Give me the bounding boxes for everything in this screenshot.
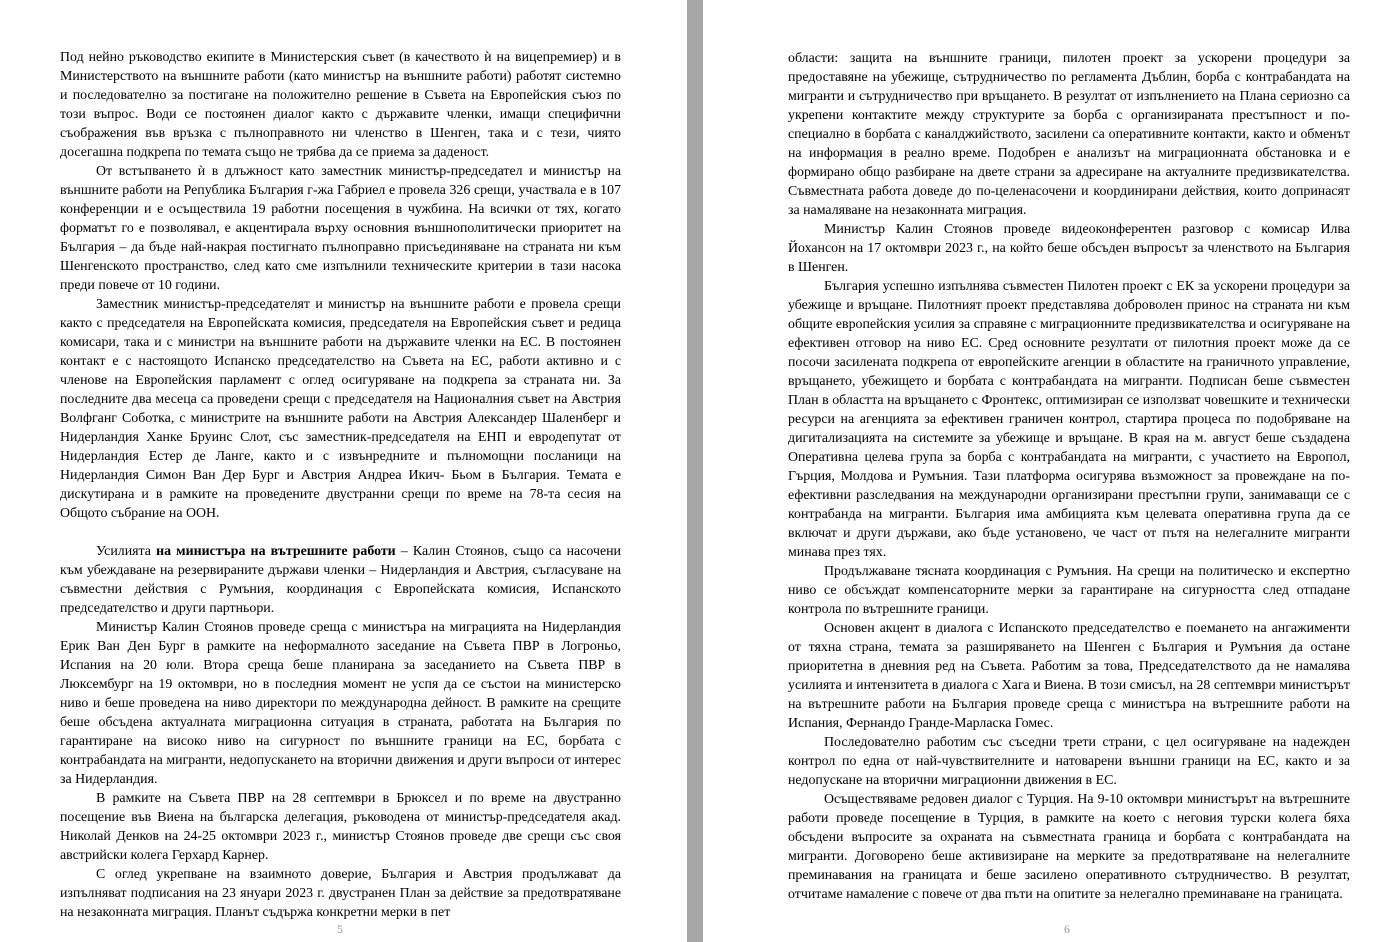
paragraph: Министър Калин Стоянов проведе среща с министъра на миграцията на Нидерландия Ерик Ван Ден Бург в рамките на неформалното заседание на Съвета ПВР в Логроньо, Испания на 20 юли. Втора среща беше планирана за заседанието на Съвета ПВР в Люксембург на 19 октомври, но в последния момент не успя да се състои на министерско ниво и беше проведена на ниво директори по международна дейност. В рамките на срещите беше обсъдена актуалната миграционна ситуация в страната, работата на България по гарантиране на високо ниво на сигурност по външните граници на ЕС, борбата с контрабандата на мигранти, недопускането на вторични движения и други въпроси от интерес за Нидерландия.	[60, 620, 621, 787]
paragraph	[60, 542, 621, 618]
document-page-right	[703, 0, 1397, 942]
page-number: 5	[337, 922, 343, 936]
paragraph: области: защита на външните граници, пилотен проект за ускорени процедури за предоставяне на убежище, сътрудничество по регламента Дъблин, борба с контрабандата на мигранти и сътрудничество при връщането. В резултат от изпълнението на Плана сериозно са укрепени контактите между структурите за борба с организираната престъпност и по-специално в борбата с каналджийството, засилени са оперативните контакти, както и обменът на информация в реално време. Подобрен е анализът на миграционната обстановка и е формирано общо разбиране на двете страни за адресиране на актуалните предизвикателства. Съвместната работа доведе до по-целенасочени и координирани действия, които допринасят за намаляване на незаконната миграция.	[788, 51, 1350, 218]
paragraph: С оглед укрепване на взаимното доверие, България и Австрия продължават да изпълняват подписания на 23 януари 2023 г. двустранен План за действие за предотвратяване на незаконната миграция. Планът съдържа конкретни мерки в пет	[60, 867, 621, 920]
paragraph: Под нейно ръководство екипите в Министерския съвет (в качеството ѝ на вицепремиер) и в Министерството на външните работи (като министър на външните работи) работят системно и последователно за постигане на положително решение в Съвета на Европейския съюз по този въпрос. Води се постоянен диалог както с държавите членки, имащи специфични съображения във връзка с пълноправното ни членство в Шенген, така и с тези, чиято досегашна подкрепа по темата също не трябва да се приема за даденост.	[60, 50, 621, 160]
paragraph: Заместник министър-председателят и министър на външните работи е провела срещи както с председателя на Европейската комисия, председателя на Европейския съвет и редица комисари, така и с министри на външните работи на държавите членки на ЕС. В постоянен контакт е с настоящото Испанско председателство на Съвета на ЕС, работи активно и с членове на Европейския парламент с оглед осигуряване на подкрепа за страната ни. За последните два месеца са проведени срещи с председателя на Националния съвет на Австрия Волфганг Соботка, с министрите на външните работи на Австрия Александер Шаленберг и Нидерландия Ханке Бруинс Слот, със заместник-председателя на ЕНП и евродепутат от Нидерландия Естер де Ланге, както и с извънредните и пълномощни посланици на Нидерландия Симон Ван Дер Бург и Австрия Андреа Икич- Бьом в България. Темата е дискутирана и в рамките на проведените двустранни срещи по време на 78-та сесия на Общото събрание на ООН.	[60, 297, 621, 521]
paragraph-lead: Усилията	[96, 544, 151, 559]
paragraph: Министър Калин Стоянов проведе видеоконферентен разговор с комисар Илва Йохансон на 17 октомври 2023 г., на който беше обсъден въпросът за членството на България в Шенген.	[788, 222, 1350, 275]
paragraph: България успешно изпълнява съвместен Пилотен проект с ЕК за ускорени процедури за убежище и връщане. Пилотният проект представлява доброволен принос на страната ни към общите европейския усилия за справяне с миграционните предизвикателства и осигуряване на ефективен отговор на ниво ЕС. Сред основните резултати от пилотния проект може да се посочи засилената подкрепа от европейските агенции в областите на граничното управление, връщането, убежището и борбата с контрабандата на мигранти. Подписан беше съвместен План в областта на връщането с Фронтекс, оптимизиран се използват човешките и технически ресурси на агенцията за ефективен граничен контрол, стартира процеса по подобряване на дигитализацията на системите за убежище и връщане. В края на м. август беше създадена Оперативна целева група за борба с контрабандата на мигранти, с участието на Европол, Гърция, Молдова и Румъния. Тази платформа осигурява възможност за провеждане на по- ефективни разследвания на международни организирани престъпни групи, занимаващи се с контрабанда на мигранти. България има амбицията към целевата оперативна група да се включат и други държави, ако бъде установено, че част от пътя на нелегалните мигранти минава през тях.	[788, 279, 1350, 560]
page-gutter	[687, 0, 703, 942]
page-body-left	[60, 48, 621, 922]
paragraph: Основен акцент в диалога с Испанското председателство е поемането на ангажименти от тяхна страна, темата за разширяването на Шенген с България и Румъния да остане приоритетна в дневния ред на Съвета. Работим за това, Председателството да не намалява усилията и интензитета в диалога с Хага и Виена. В този смисъл, на 28 септември министърът на вътрешните работи на България проведе среща с министъра на вътрешните работи на Испания, Фернандо Гранде-Марласка Гомес.	[788, 621, 1350, 731]
paragraph: Осъществяваме редовен диалог с Турция. На 9-10 октомври министърът на вътрешните работи проведе посещение в Турция, в рамките на което с неговия турски колега бяха обсъдени въпросите за охраната на съвместната граница и борбата с контрабандата на мигранти. Договорено беше активизиране на мерките за предотвратяване на нелегалните преминавания на границата и беше засилено оперативното сътрудничество. В резултат, отчитаме намаление с повече от два пъти на опитите за нелегално преминаване на границата.	[788, 792, 1350, 902]
paragraph: В рамките на Съвета ПВР на 28 септември в Брюксел и по време на двустранно посещение във Виена на българска делегация, ръководена от министър-председателя акад. Николай Денков на 24-25 октомври 2023 г., министър Стоянов проведе две срещи със своя австрийски колега Герхард Карнер.	[60, 791, 621, 863]
bold-phrase: на министъра на вътрешните работи	[156, 544, 396, 559]
page-body-right	[788, 49, 1350, 904]
page-number: 6	[1064, 922, 1070, 936]
paragraph: Продължаване тясната координация с Румъния. На срещи на политическо и експертно ниво се обсъждат компенсаторните мерки за гарантиране на сигурността след отпадане контрола по вътрешните граници.	[788, 564, 1350, 617]
paragraph: От встъпването ѝ в длъжност като заместник министър-председател и министър на външните работи на Република България г-жа Габриел е провела 326 срещи, участвала е в 107 конференции и е осъществила 19 работни посещения в чужбина. На всички от тях, когато форматът го е позволявал, е акцентирала върху основния външнополитически приоритет на България – да бъде най-накрая постигнато пълноправно присъединяване на страната ни към Шенгенското пространство, след като сме изпълнили техническите критерии в тази насока преди повече от 10 години.	[60, 164, 621, 293]
document-page-left	[0, 0, 687, 942]
paragraph-rest: – Калин Стоянов, също са насочени към убеждаване на резервираните държави членки – Нидерландия и Австрия, съгласуване на съвместни действия с Румъния, координация с Европейската комисия, Испанското председателство и други партньори.	[60, 544, 621, 616]
paragraph: Последователно работим със съседни трети страни, с цел осигуряване на надежден контрол по една от най-чувствителните и натоварени външни граници на ЕС, както и за недопускане на вторични миграционни движения в ЕС.	[788, 735, 1350, 788]
